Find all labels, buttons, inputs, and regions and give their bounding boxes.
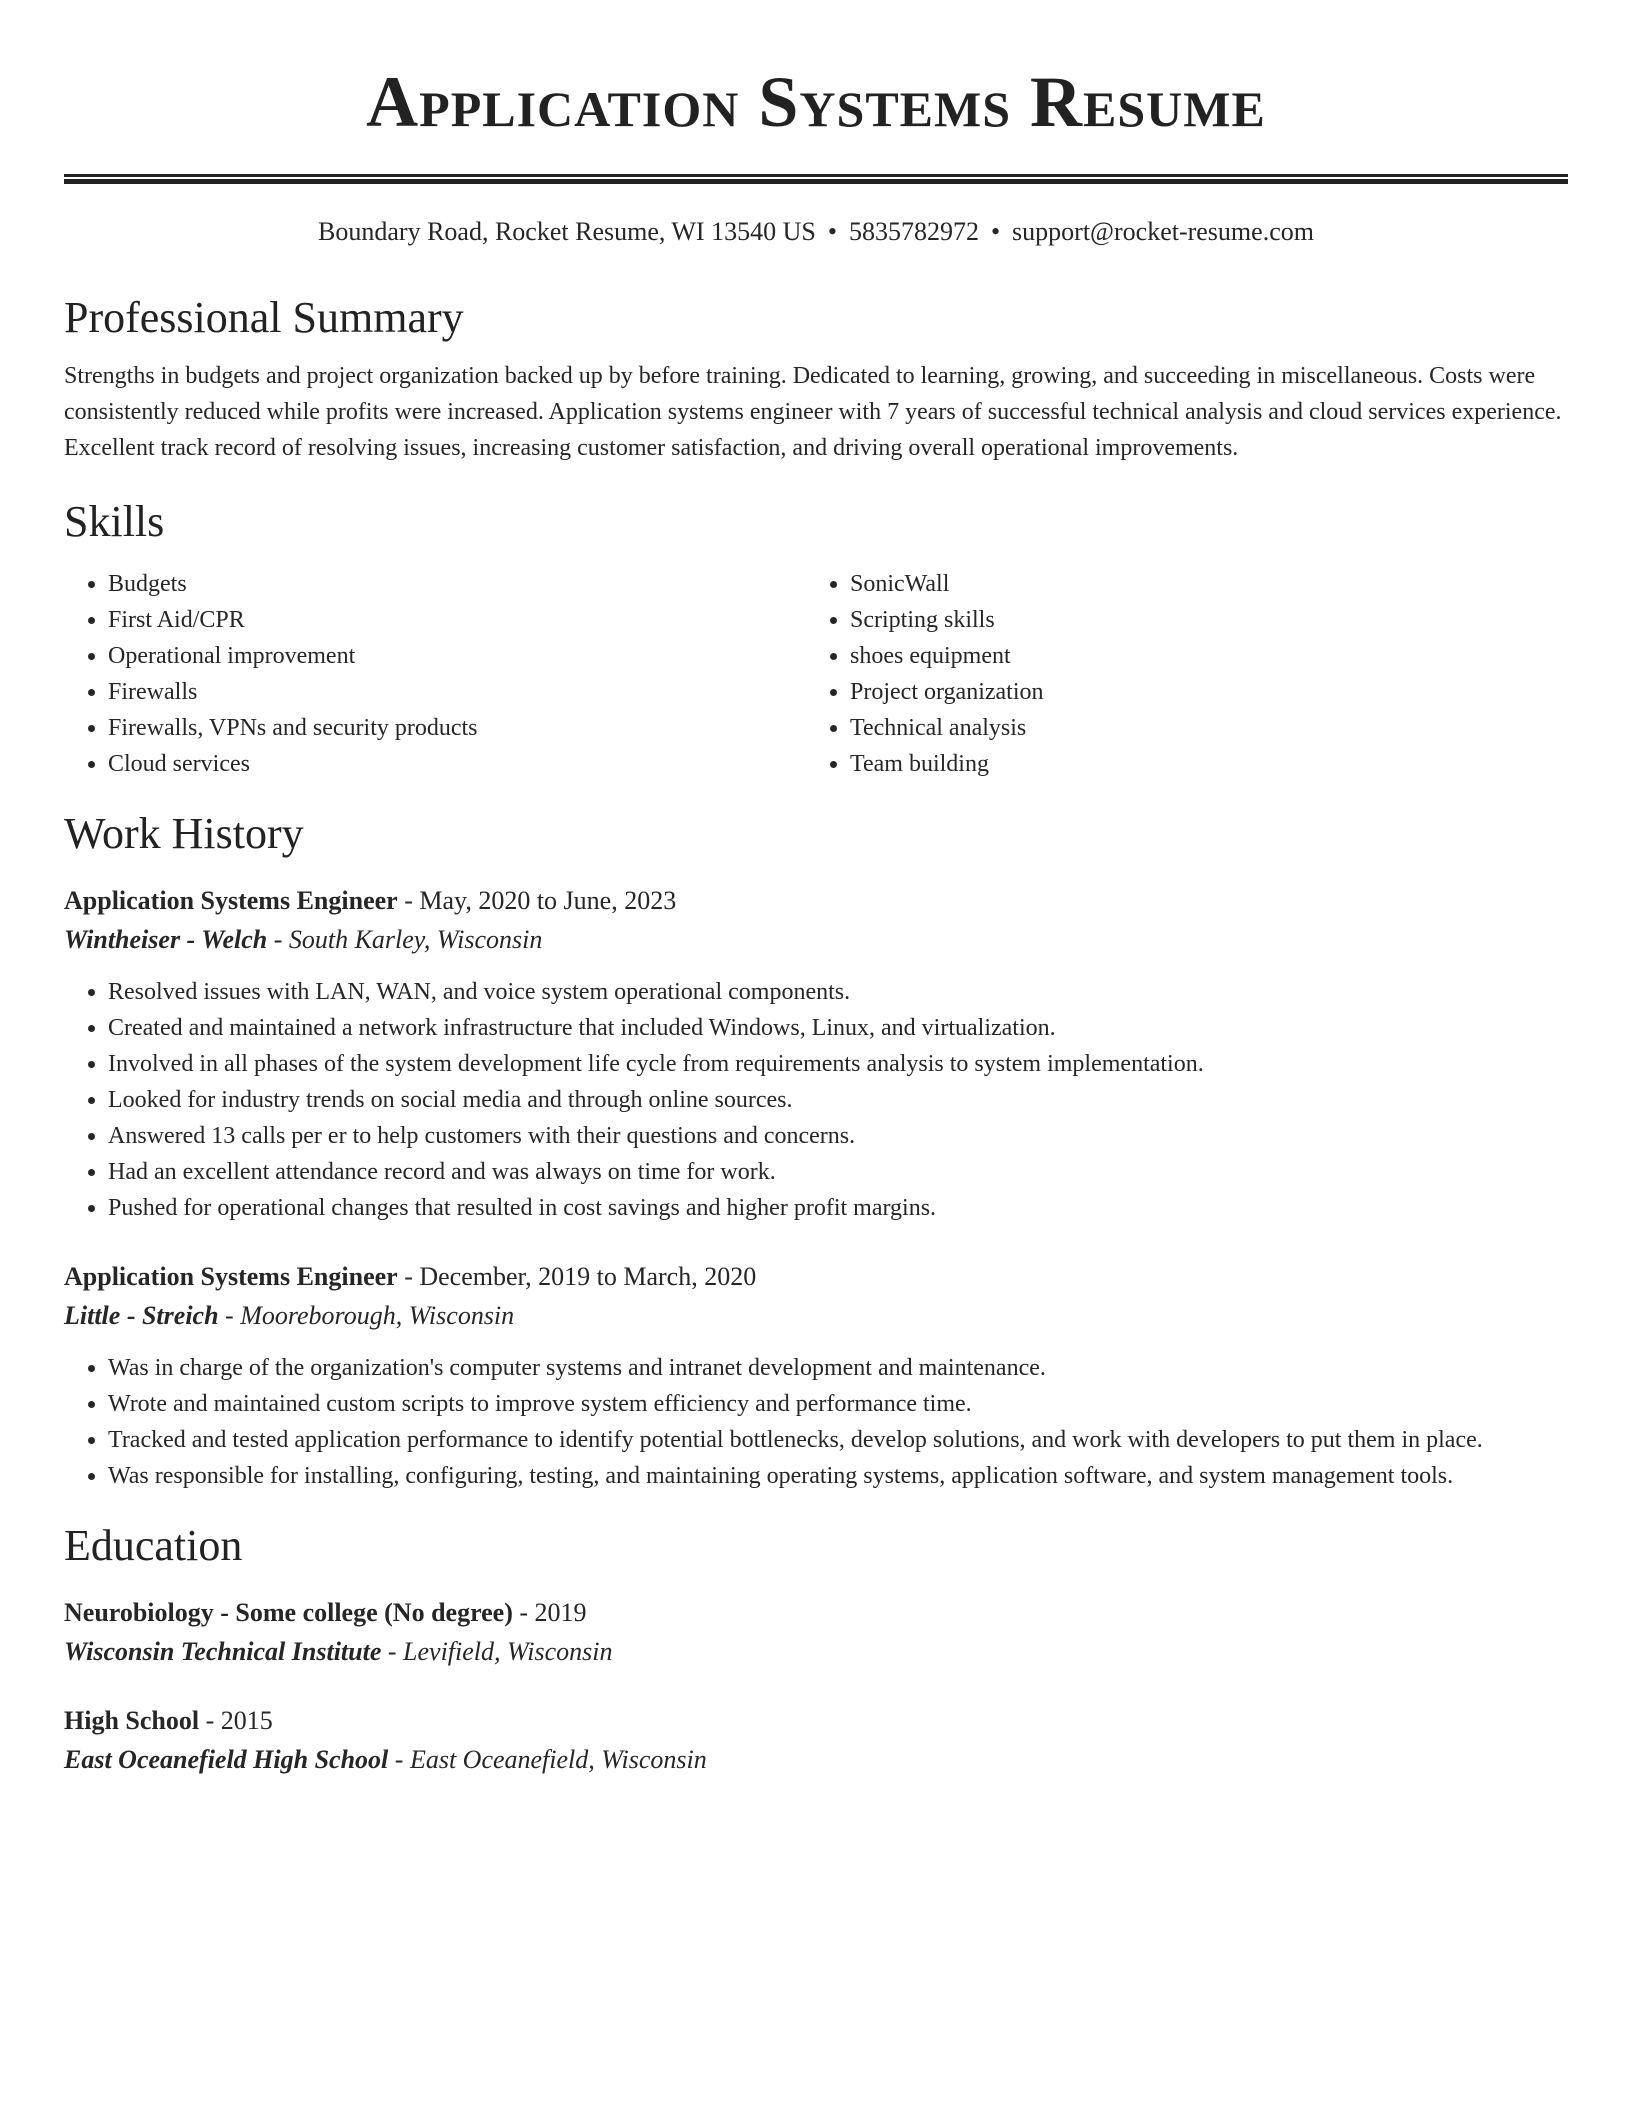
job-entry: [64, 882, 1568, 1226]
section-heading-education: Education: [64, 1521, 243, 1570]
skill-item: • Budgets: [108, 566, 806, 602]
job-company: Little - Streich: [64, 1301, 219, 1330]
responsibility-item: • Created and maintained a network infrastructure that included Windows, Linux, and virtualization.: [108, 1010, 1568, 1046]
summary-text: Strengths in budgets and project organization backed up by before training. Dedicated to learning, growing, and succeeding in miscellaneous. Costs were consistently reduced while profits were increased. Application systems engineer with 7 years of successful technical analysis and cloud services experience. Excellent track record of resolving issues, increasing customer satisfaction, and driving overall operational improvements.: [64, 363, 1562, 461]
responsibility-item: • Was responsible for installing, configuring, testing, and maintaining operating systems, application software, and system management tools.: [108, 1458, 1568, 1494]
job-title: Application Systems Engineer: [64, 886, 398, 915]
job-dates: - December, 2019 to March, 2020: [397, 1262, 757, 1291]
section-heading-summary: Professional Summary: [64, 293, 464, 342]
responsibility-item: • Pushed for operational changes that resulted in cost savings and higher profit margins.: [108, 1190, 1568, 1226]
skill-item: • Technical analysis: [850, 710, 1548, 746]
contact-separator: •: [990, 217, 1001, 246]
job-employer-line: [64, 920, 1568, 960]
education-header: [64, 1594, 1568, 1632]
contact-email: support@rocket-resume.com: [1012, 217, 1314, 246]
job-entry: [64, 1258, 1568, 1494]
skill-item: • Cloud services: [108, 746, 806, 782]
education-header: [64, 1702, 1568, 1740]
job-location: - Mooreborough, Wisconsin: [218, 1301, 515, 1330]
skill-item: • Firewalls: [108, 674, 806, 710]
skill-item: • First Aid/CPR: [108, 602, 806, 638]
responsibility-item: • Wrote and maintained custom scripts to improve system efficiency and performance time.: [108, 1386, 1568, 1422]
education-entry: [64, 1702, 1568, 1780]
skill-item: • Project organization: [850, 674, 1548, 710]
responsibility-item: • Resolved issues with LAN, WAN, and voice system operational components.: [108, 974, 1568, 1010]
skill-item: • Operational improvement: [108, 638, 806, 674]
job-company: Wintheiser - Welch: [64, 925, 268, 954]
education-school: Wisconsin Technical Institute: [64, 1637, 382, 1666]
skill-item: • Team building: [850, 746, 1548, 782]
education-entry: [64, 1594, 1568, 1672]
section-heading-work-history: Work History: [64, 809, 304, 858]
job-title: Application Systems Engineer: [64, 1262, 398, 1291]
education-location: - Levifield, Wisconsin: [381, 1637, 613, 1666]
job-location: - South Karley, Wisconsin: [267, 925, 543, 954]
education-school: East Oceanefield High School: [64, 1745, 389, 1774]
contact-separator: •: [827, 217, 837, 246]
job-header: [64, 882, 1568, 920]
resume-title: Application Systems Resume: [366, 62, 1266, 142]
responsibility-item: • Tracked and tested application performance to identify potential bottlenecks, develop solutions, and work with developers to put them in place.: [108, 1422, 1568, 1458]
title-divider: [64, 174, 1568, 184]
skills-column-right: [806, 566, 1548, 782]
education-school-line: [64, 1740, 1568, 1780]
job-dates: - May, 2020 to June, 2023: [397, 886, 677, 915]
contact-phone: 5835782972: [848, 217, 979, 246]
job-responsibilities: [64, 1350, 1568, 1494]
responsibility-item: • Had an excellent attendance record and was always on time for work.: [108, 1154, 1568, 1190]
contact-line: [64, 214, 1568, 250]
skill-item: • shoes equipment: [850, 638, 1548, 674]
job-responsibilities: [64, 974, 1568, 1226]
education-location: - East Oceanefield, Wisconsin: [388, 1745, 707, 1774]
responsibility-item: • Was in charge of the organization's computer systems and intranet development and maintenance.: [108, 1350, 1568, 1386]
education-degree: High School: [64, 1706, 200, 1735]
job-header: [64, 1258, 1568, 1296]
responsibility-item: • Answered 13 calls per er to help customers with their questions and concerns.: [108, 1118, 1568, 1154]
contact-address: Boundary Road, Rocket Resume, WI 13540 US: [318, 217, 816, 246]
education-school-line: [64, 1632, 1568, 1672]
education-year: - 2015: [199, 1706, 273, 1735]
responsibility-item: • Looked for industry trends on social media and through online sources.: [108, 1082, 1568, 1118]
skill-item: • Firewalls, VPNs and security products: [108, 710, 806, 746]
education-degree: Neurobiology - Some college (No degree): [64, 1598, 513, 1627]
skills-list: [64, 566, 1568, 782]
skill-item: • Scripting skills: [850, 602, 1548, 638]
job-employer-line: [64, 1296, 1568, 1336]
responsibility-item: • Involved in all phases of the system development life cycle from requirements analysis to system implementation.: [108, 1046, 1568, 1082]
section-heading-skills: Skills: [64, 497, 165, 546]
skills-column-left: [64, 566, 806, 782]
skill-item: • SonicWall: [850, 566, 1548, 602]
education-year: - 2019: [512, 1598, 587, 1627]
